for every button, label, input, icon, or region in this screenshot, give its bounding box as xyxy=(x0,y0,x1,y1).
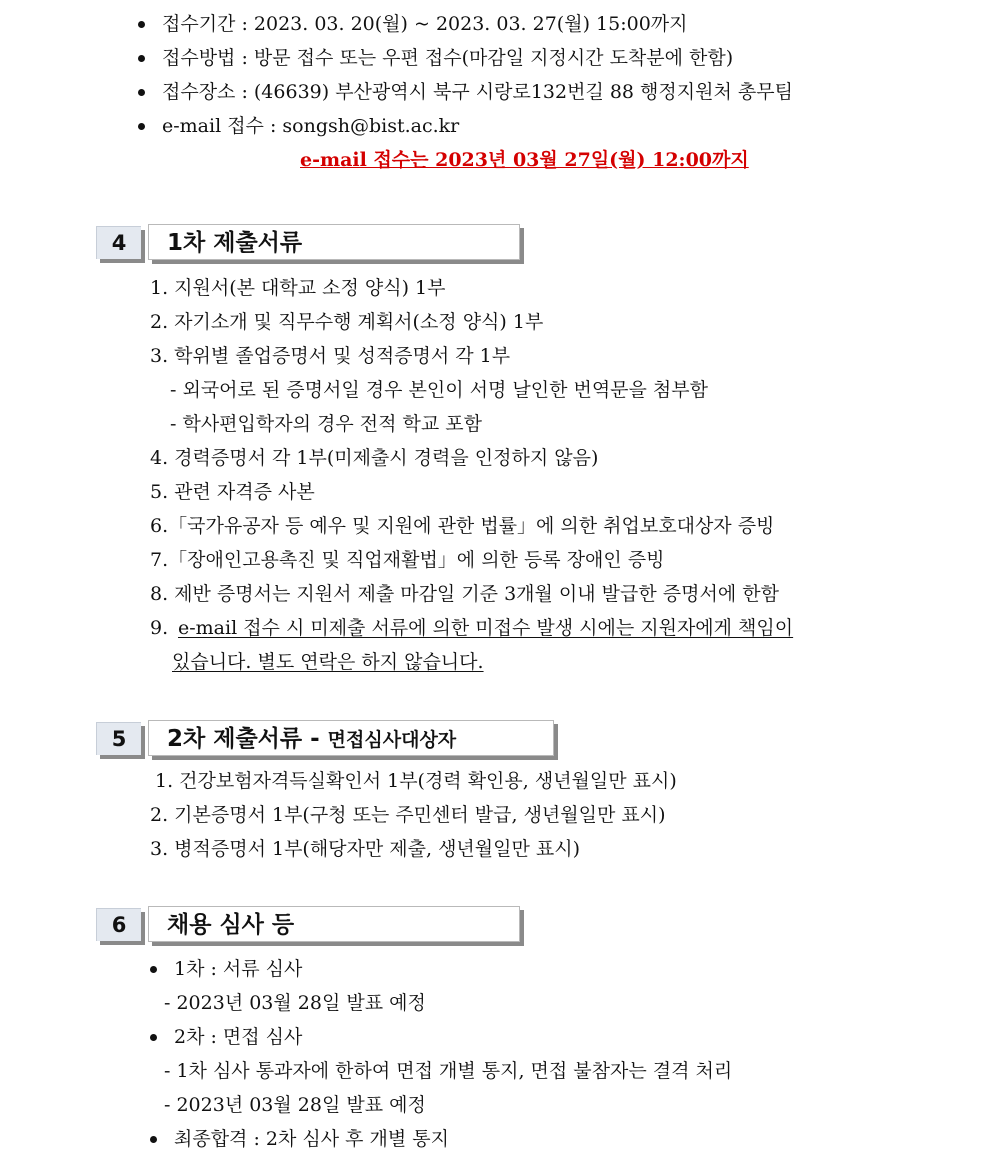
bullet xyxy=(138,21,145,28)
section-subtitle: 면접심사대상자 xyxy=(327,729,457,751)
list-item: 7.「장애인고용촉진 및 직업재활법」에 의한 등록 장애인 증빙 xyxy=(150,549,665,571)
list-subitem: - 외국어로 된 증명서일 경우 본인이 서명 날인한 번역문을 첨부함 xyxy=(170,379,708,401)
screening-round-2-detail: - 1차 심사 통과자에 한하여 면접 개별 통지, 면접 불참자는 결격 처리 xyxy=(164,1060,733,1082)
final-result: 최종합격 : 2차 심사 후 개별 통지 xyxy=(174,1128,449,1150)
section-title xyxy=(148,720,554,756)
screening-round-1-detail: - 2023년 03월 28일 발표 예정 xyxy=(164,992,426,1014)
screening-round-2-date: - 2023년 03월 28일 발표 예정 xyxy=(164,1094,426,1116)
list-item: 2. 자기소개 및 직무수행 계획서(소정 양식) 1부 xyxy=(150,311,544,333)
list-item: 6.「국가유공자 등 예우 및 지원에 관한 법률」에 의한 취업보호대상자 증빙 xyxy=(150,515,775,537)
screening-round-2: 2차 : 면접 심사 xyxy=(174,1026,303,1048)
section-title xyxy=(148,906,520,942)
email-deadline-notice: e-mail 접수는 2023년 03월 27일(월) 12:00까지 xyxy=(300,149,749,171)
section-number: 5 xyxy=(96,722,141,755)
reception-email: e-mail 접수 : songsh@bist.ac.kr xyxy=(162,115,460,137)
reception-period: 접수기간 : 2023. 03. 20(월) ~ 2023. 03. 27(월) 15:00까지 xyxy=(162,13,688,35)
bullet xyxy=(138,89,145,96)
list-subitem: - 학사편입학자의 경우 전적 학교 포함 xyxy=(170,413,482,435)
list-item: 8. 제반 증명서는 지원서 제출 마감일 기준 3개월 이내 발급한 증명서에 한함 xyxy=(150,583,779,605)
bullet xyxy=(150,1136,157,1143)
reception-place: 접수장소 : (46639) 부산광역시 북구 시랑로132번길 88 행정지원처 총무팀 xyxy=(162,81,793,103)
list-item: 3. 병적증명서 1부(해당자만 제출, 생년월일만 표시) xyxy=(150,838,581,860)
screening-round-1: 1차 : 서류 심사 xyxy=(174,958,303,980)
section-title-text: 1차 제출서류 xyxy=(167,230,303,256)
list-item-number: 9. xyxy=(150,617,169,639)
list-item: 5. 관련 자격증 사본 xyxy=(150,481,315,503)
section-number: 4 xyxy=(96,226,141,259)
list-item: 1. 건강보험자격득실확인서 1부(경력 확인용, 생년월일만 표시) xyxy=(155,770,677,792)
bullet xyxy=(150,1034,157,1041)
section-title-text: 채용 심사 등 xyxy=(167,912,295,938)
list-item: 2. 기본증명서 1부(구청 또는 주민센터 발급, 생년월일만 표시) xyxy=(150,804,666,826)
list-item: 1. 지원서(본 대학교 소정 양식) 1부 xyxy=(150,277,446,299)
bullet xyxy=(138,55,145,62)
section-number: 6 xyxy=(96,908,141,941)
section-title xyxy=(148,224,520,260)
email-responsibility-note-cont: 있습니다. 별도 연락은 하지 않습니다. xyxy=(172,651,484,673)
reception-method: 접수방법 : 방문 접수 또는 우편 접수(마감일 지정시간 도착분에 한함) xyxy=(162,47,734,69)
list-item: 3. 학위별 졸업증명서 및 성적증명서 각 1부 xyxy=(150,345,511,367)
email-responsibility-note: e-mail 접수 시 미제출 서류에 의한 미접수 발생 시에는 지원자에게 책임이 xyxy=(178,617,794,639)
list-item: 4. 경력증명서 각 1부(미제출시 경력을 인정하지 않음) xyxy=(150,447,599,469)
bullet xyxy=(138,123,145,130)
bullet xyxy=(150,966,157,973)
section-title-text: 2차 제출서류 - xyxy=(167,726,328,752)
